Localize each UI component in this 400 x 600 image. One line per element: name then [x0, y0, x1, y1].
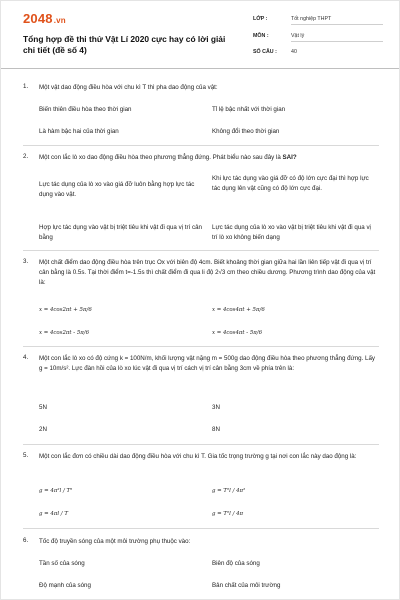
question-number: 2. — [23, 153, 29, 160]
answer-option[interactable]: Hợp lực tác dụng vào vật bị triệt tiêu khi vật đi qua vị trí cân bằng — [39, 224, 202, 241]
answer-option[interactable]: Tỉ lệ bậc nhất với thời gian — [212, 106, 286, 113]
question-number: 6. — [23, 537, 29, 544]
question-count-label: SỐ CÂU : — [253, 49, 277, 55]
answer-option[interactable]: 3N — [212, 404, 220, 411]
question-text: Một con lắc đơn có chiều dài dao động điều hòa với chu kì T. Gia tốc trọng trường g tại nơi con lắc này dao động là: — [39, 453, 357, 460]
answer-option[interactable]: 8N — [212, 426, 220, 433]
question-number: 3. — [23, 258, 29, 265]
answer-option[interactable]: g = T²l / 4π — [212, 511, 244, 517]
emphasis-text: SAI? — [282, 154, 297, 161]
answer-option[interactable]: Độ mạnh của sóng — [39, 582, 91, 589]
question-text: Một vật dao động điều hòa với chu kì T thì pha dao động của vật: — [39, 84, 218, 91]
class-value: Tốt nghiệp THPT — [291, 16, 332, 22]
answer-option[interactable]: Là hàm bậc hai của thời gian — [39, 128, 119, 135]
answer-option[interactable]: g = 4πl / T — [39, 511, 68, 517]
site-logo[interactable]: 2048.vn — [23, 11, 66, 26]
question-number: 1. — [23, 83, 29, 90]
class-label: LỚP : — [253, 16, 268, 22]
answer-option[interactable]: x = 4cos4πt + 5π/6 — [212, 307, 265, 313]
answer-option[interactable]: Bản chất của môi trường — [212, 582, 281, 589]
question-divider — [23, 250, 379, 251]
answer-option[interactable]: x = 4cos4πt - 5π/6 — [212, 330, 263, 336]
question-divider — [23, 444, 379, 445]
meta-underline — [291, 41, 383, 42]
answer-option[interactable]: 5N — [39, 404, 47, 411]
answer-option[interactable]: Biến thiên điều hòa theo thời gian — [39, 106, 132, 113]
question-count-value: 40 — [291, 49, 297, 55]
subject-label: MÔN : — [253, 33, 269, 39]
answer-option[interactable]: x = 4cos2πt - 5π/6 — [39, 330, 90, 336]
answer-option[interactable]: Lực tác dụng của lò xo vào vật bị triệt tiêu khi vật đi qua vị trí lò xo không biến dạng — [212, 224, 371, 241]
question-divider — [23, 346, 379, 347]
meta-underline — [291, 24, 383, 25]
question-text: Tốc độ truyền sóng của một môi trường phụ thuộc vào: — [39, 538, 191, 545]
subject-value: Vật lý — [291, 33, 305, 39]
answer-option[interactable]: Tần số của sóng — [39, 560, 85, 567]
answer-option[interactable]: Khi lực tác dụng vào giá đỡ có độ lớn cực đại thì hợp lực tác dụng lên vật cũng có độ lớn cực đại. — [212, 175, 369, 192]
answer-option[interactable]: g = 4π²l / T² — [39, 488, 73, 494]
question-text: Một con lắc lò xo có độ cứng k = 100N/m, khối lượng vật nặng m = 500g dao động điều hòa theo phương thẳng đứng. Lấy g = 10m/s². Lực đàn hồi của lò xo lúc vật đi qua vị trí cách vị trí cân bằng 3cm về phía trên là: — [39, 355, 375, 372]
question-text: Một con lắc lò xo dao động điều hòa theo phương thẳng đứng. Phát biểu nào sau đây là SAI? — [39, 154, 297, 161]
answer-option[interactable]: 2N — [39, 426, 47, 433]
question-divider — [23, 145, 379, 146]
question-divider — [23, 528, 379, 529]
question-number: 4. — [23, 354, 29, 361]
answer-option[interactable]: Lực tác dụng của lò xo vào giá đỡ luôn bằng hợp lực tác dụng vào vật. — [39, 181, 195, 198]
answer-option[interactable]: Biên độ của sóng — [212, 560, 260, 567]
document-title: Tổng hợp đề thi thử Vật Lí 2020 cực hay có lời giải chi tiết (đề số 4) — [23, 34, 226, 55]
question-text: Một chất điểm dao động điều hòa trên trục Ox với biên độ 4cm. Biết khoảng thời gian giữa hai lần liên tiếp vật đi qua vị trí cân bằng là 0.5s. Tại thời điểm t=-1.5s thì chất điểm đi qua li độ 2√3 cm theo chiều dương. Phương trình dao động của vật là: — [39, 259, 376, 286]
worksheet-header — [1, 1, 400, 69]
answer-option[interactable]: g = T²l / 4π² — [212, 488, 246, 494]
question-number: 5. — [23, 452, 29, 459]
answer-option[interactable]: x = 4cos2πt + 5π/6 — [39, 307, 92, 313]
answer-option[interactable]: Không đổi theo thời gian — [212, 128, 280, 135]
